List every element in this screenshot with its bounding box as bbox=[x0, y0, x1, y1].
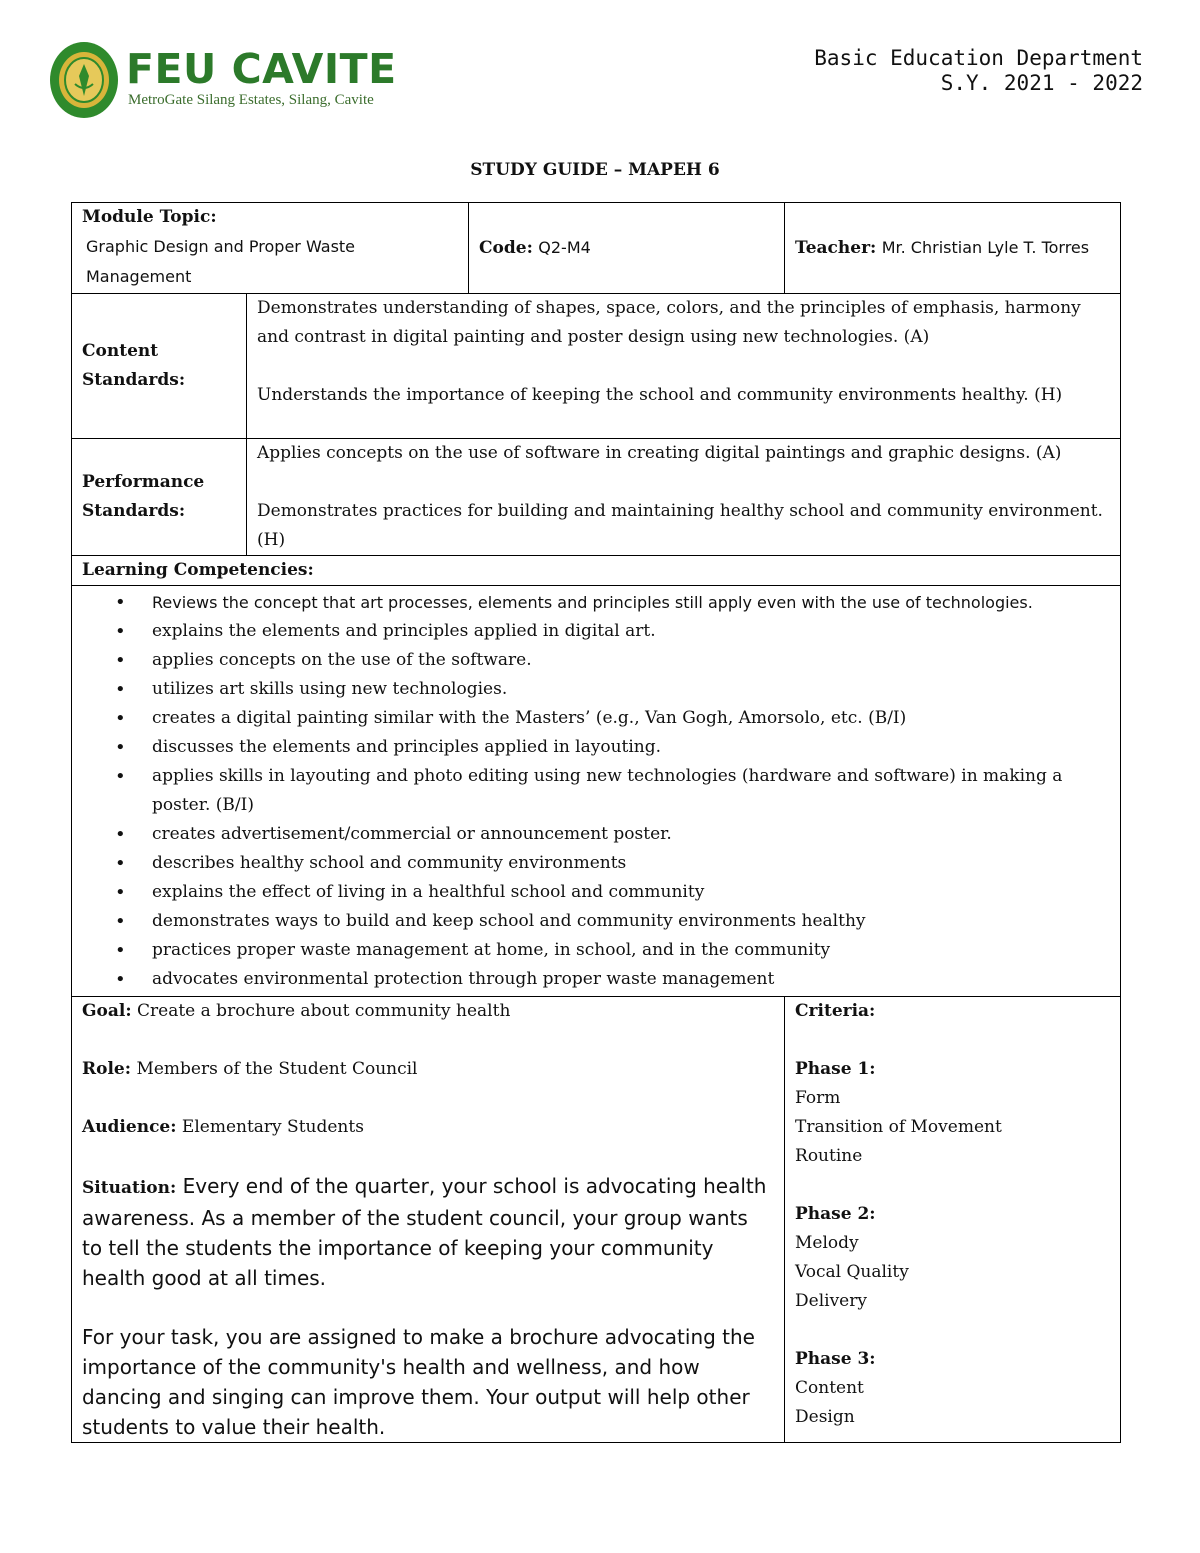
criteria-item: Form bbox=[795, 1088, 841, 1108]
criteria-item: Routine bbox=[795, 1146, 863, 1166]
role-label: Role: bbox=[82, 1059, 132, 1079]
code-value: Q2-M4 bbox=[538, 238, 591, 257]
teacher-value: Mr. Christian Lyle T. Torres bbox=[881, 238, 1090, 257]
school-logo bbox=[48, 40, 397, 124]
school-seal-icon bbox=[48, 40, 120, 120]
list-item: • describes healthy school and community environments bbox=[152, 849, 1110, 878]
content-standard-item: Understands the importance of keeping the school and community environments healthy. (H) bbox=[257, 385, 1063, 405]
audience-value: Elementary Students bbox=[181, 1117, 364, 1137]
school-year: S.Y. 2021 - 2022 bbox=[940, 71, 1143, 95]
content-standards-label: Content Standards: bbox=[72, 294, 247, 439]
content-standards-cell bbox=[247, 294, 1121, 439]
list-item: • explains the elements and principles applied in digital art. bbox=[152, 617, 1110, 646]
performance-standards-cell bbox=[247, 439, 1121, 556]
criteria-item: Design bbox=[795, 1407, 855, 1427]
task-paragraph: For your task, you are assigned to make a brochure advocating the importance of the community's health and wellness, and how dancing and singing can improve them. Your output will help other students to value their health. bbox=[82, 1325, 755, 1439]
department-name: Basic Education Department bbox=[814, 46, 1143, 70]
audience-line bbox=[82, 1113, 774, 1142]
learning-competencies-cell bbox=[72, 586, 1121, 997]
phase-label: Phase 3: bbox=[795, 1349, 876, 1369]
audience-label: Audience: bbox=[82, 1117, 177, 1137]
task-row bbox=[72, 997, 1121, 1443]
goal-label: Goal: bbox=[82, 1001, 132, 1021]
list-item: • discusses the elements and principles applied in layouting. bbox=[152, 733, 1110, 762]
goal-line bbox=[82, 997, 774, 1026]
learning-competencies-row bbox=[72, 586, 1121, 997]
school-address: MetroGate Silang Estates, Silang, Cavite bbox=[128, 92, 374, 108]
phase-label: Phase 2: bbox=[795, 1204, 876, 1224]
code-label: Code: bbox=[479, 238, 533, 258]
criteria-cell bbox=[785, 997, 1121, 1443]
list-item: • Reviews the concept that art processes, elements and principles still apply even with the use of technologies. bbox=[152, 588, 1110, 617]
learning-competencies-label: Learning Competencies: bbox=[72, 556, 1121, 586]
module-topic-label: Module Topic: bbox=[82, 207, 217, 227]
criteria-item: Delivery bbox=[795, 1291, 867, 1311]
page-title: STUDY GUIDE – MAPEH 6 bbox=[470, 160, 720, 180]
teacher-cell bbox=[785, 203, 1121, 294]
list-item: • utilizes art skills using new technologies. bbox=[152, 675, 1110, 704]
list-item: • demonstrates ways to build and keep school and community environments healthy bbox=[152, 907, 1110, 936]
study-guide-table bbox=[71, 202, 1121, 1443]
module-topic-value: Graphic Design and Proper Waste Management bbox=[86, 237, 356, 286]
teacher-label: Teacher: bbox=[795, 238, 877, 258]
department-block bbox=[814, 46, 1143, 96]
performance-standard-item: Demonstrates practices for building and maintaining healthy school and community environment. (H) bbox=[257, 501, 1103, 550]
situation-paragraph bbox=[82, 1171, 774, 1293]
role-value: Members of the Student Council bbox=[136, 1059, 418, 1079]
criteria-item: Vocal Quality bbox=[795, 1262, 909, 1282]
criteria-item: Melody bbox=[795, 1233, 859, 1253]
list-item: • creates a digital painting similar with the Masters’ (e.g., Van Gogh, Amorsolo, etc. (B/I) bbox=[152, 704, 1110, 733]
learning-competencies-header-row bbox=[72, 556, 1121, 586]
performance-standards-label: Performance Standards: bbox=[72, 439, 247, 556]
content-standard-item: Demonstrates understanding of shapes, space, colors, and the principles of emphasis, harmony and contrast in digital painting and poster design using new technologies. (A) bbox=[257, 298, 1081, 347]
list-item: • creates advertisement/commercial or announcement poster. bbox=[152, 820, 1110, 849]
competency-list bbox=[82, 588, 1110, 994]
list-item: • applies concepts on the use of the software. bbox=[152, 646, 1110, 675]
list-item: • practices proper waste management at home, in school, and in the community bbox=[152, 936, 1110, 965]
phase-label: Phase 1: bbox=[795, 1059, 876, 1079]
situation-label: Situation: bbox=[82, 1178, 177, 1198]
performance-standards-row bbox=[72, 439, 1121, 556]
content-standards-row bbox=[72, 294, 1121, 439]
criteria-item: Content bbox=[795, 1378, 864, 1398]
criteria-item: Transition of Movement bbox=[795, 1117, 1002, 1137]
list-item: • explains the effect of living in a healthful school and community bbox=[152, 878, 1110, 907]
module-topic-cell bbox=[72, 203, 469, 294]
situation-text: Every end of the quarter, your school is advocating health awareness. As a member of the student council, your group wants to tell the students the importance of keeping your community health good at all times. bbox=[82, 1174, 767, 1290]
role-line bbox=[82, 1055, 774, 1084]
code-cell bbox=[469, 203, 785, 294]
task-cell bbox=[72, 997, 785, 1443]
list-item: • applies skills in layouting and photo editing using new technologies (hardware and software) in making a poster. (B/I) bbox=[152, 762, 1110, 820]
performance-standard-item: Applies concepts on the use of software in creating digital paintings and graphic designs. (A) bbox=[257, 443, 1062, 463]
criteria-label: Criteria: bbox=[795, 1001, 876, 1021]
module-row bbox=[72, 203, 1121, 294]
school-name: FEU CAVITE bbox=[126, 45, 397, 93]
list-item: • advocates environmental protection through proper waste management bbox=[152, 965, 1110, 994]
goal-value: Create a brochure about community health bbox=[137, 1001, 511, 1021]
